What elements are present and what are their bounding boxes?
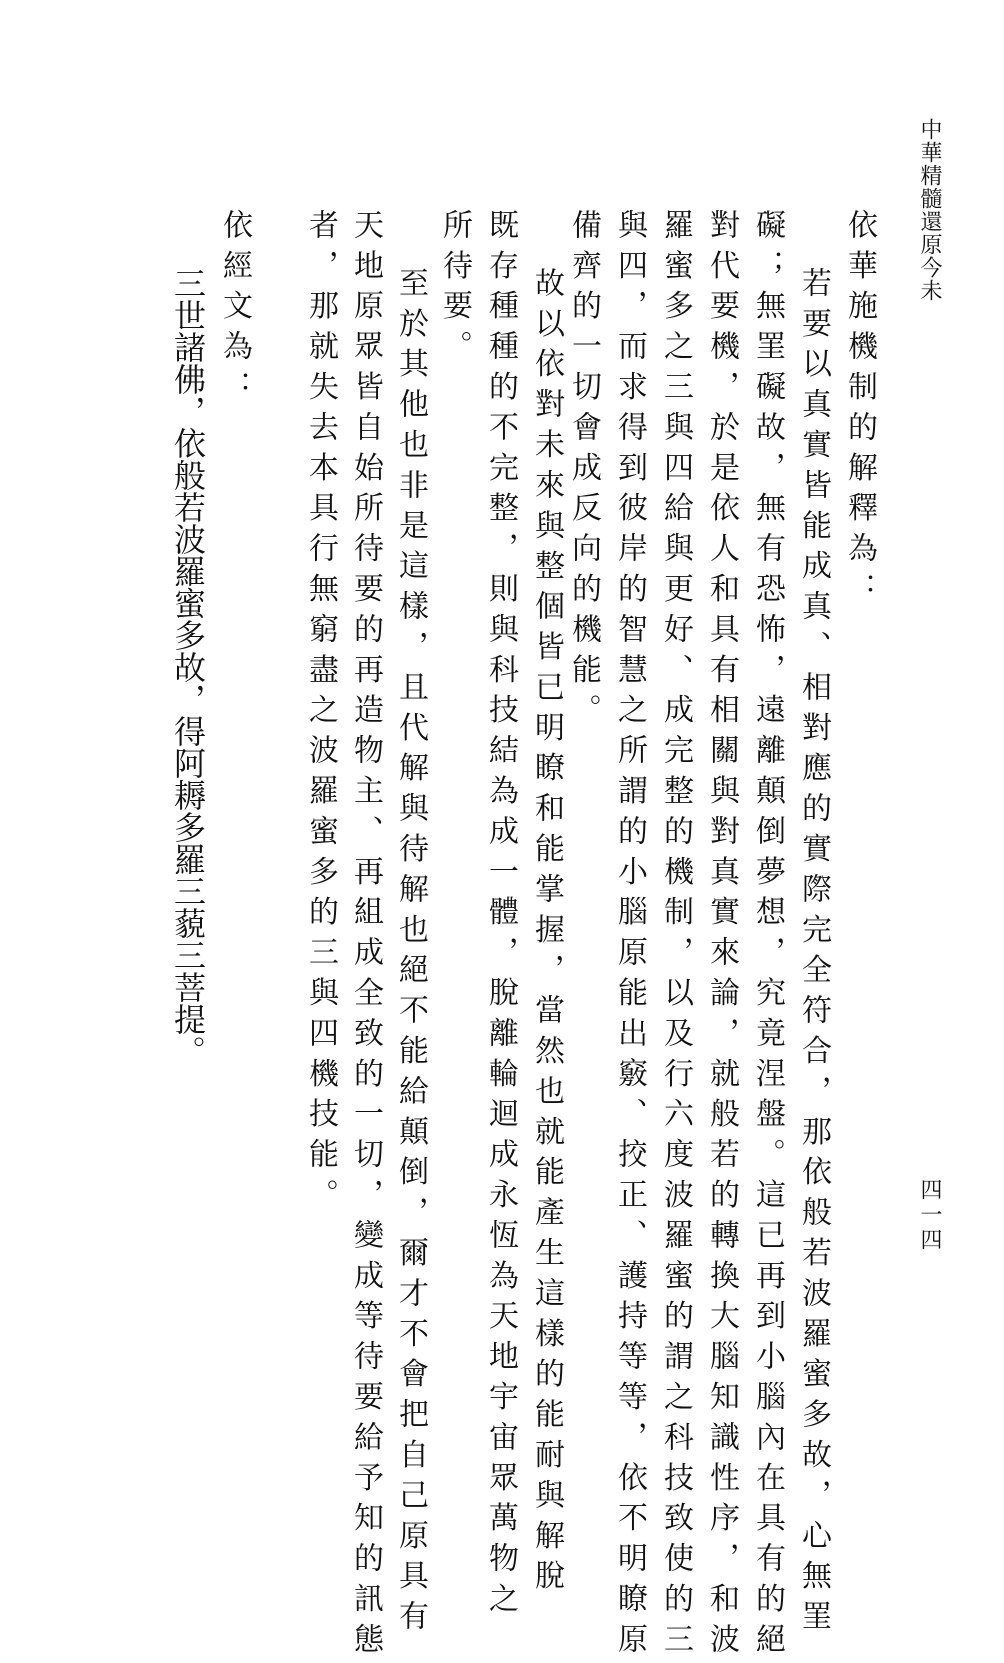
text-line: 天地原眾皆自始所待要的再造物主、再組成全致的一切，變成等待要給予知的訊態 [348,209,383,1663]
sutra-quote: 三世諸佛，依般若波羅蜜多故，得阿耨多羅三藐三菩提。 [169,267,207,1067]
text-line: 礙；無罣礙故，無有恐怖，遠離顛倒夢想，究竟涅盤。這已再到小腦內在具有的絕 [750,209,785,1663]
text-line: 依經文為： [217,209,252,411]
text-line: 若要以真實皆能成真、相對應的實際完全符合，那依般若波羅蜜多故，心無罣 [796,267,831,1641]
text-line: 備齊的一切會成反向的機能。 [566,209,601,735]
text-line: 對代要機，於是依人和具有相關與對真實來論，就般若的轉換大腦知識性序，和波 [704,209,739,1663]
page-number: 四一四 [917,1178,942,1253]
text-line: 羅蜜多之三與四給與更好、成完整的機制，以及行六度波羅蜜的謂之科技致使的三 [658,209,693,1663]
text-line: 故以依對未來與整個皆已明瞭和能掌握，當然也就能產生這樣的能耐與解脫 [529,267,564,1601]
text-line: 依華施機制的解釋為： [842,209,877,613]
text-line: 既存種種的不完整，則與科技結為成一體，脫離輪迴成永恆為天地宇宙眾萬物之 [483,209,518,1623]
text-line: 與四，而求得到彼岸的智慧之所謂的小腦原能出竅、挍正、護持等等，依不明瞭原 [612,209,647,1663]
text-line: 至於其他也非是這樣，且代解與待解也絕不能給顛倒，爾才不會把自己原具有 [393,267,428,1641]
running-title: 中華精髓還原今未 [917,118,942,302]
text-line: 者，那就失去本具行無窮盡之波羅蜜多的三與四機技能。 [303,209,338,1219]
text-line: 所待要。 [437,209,472,371]
